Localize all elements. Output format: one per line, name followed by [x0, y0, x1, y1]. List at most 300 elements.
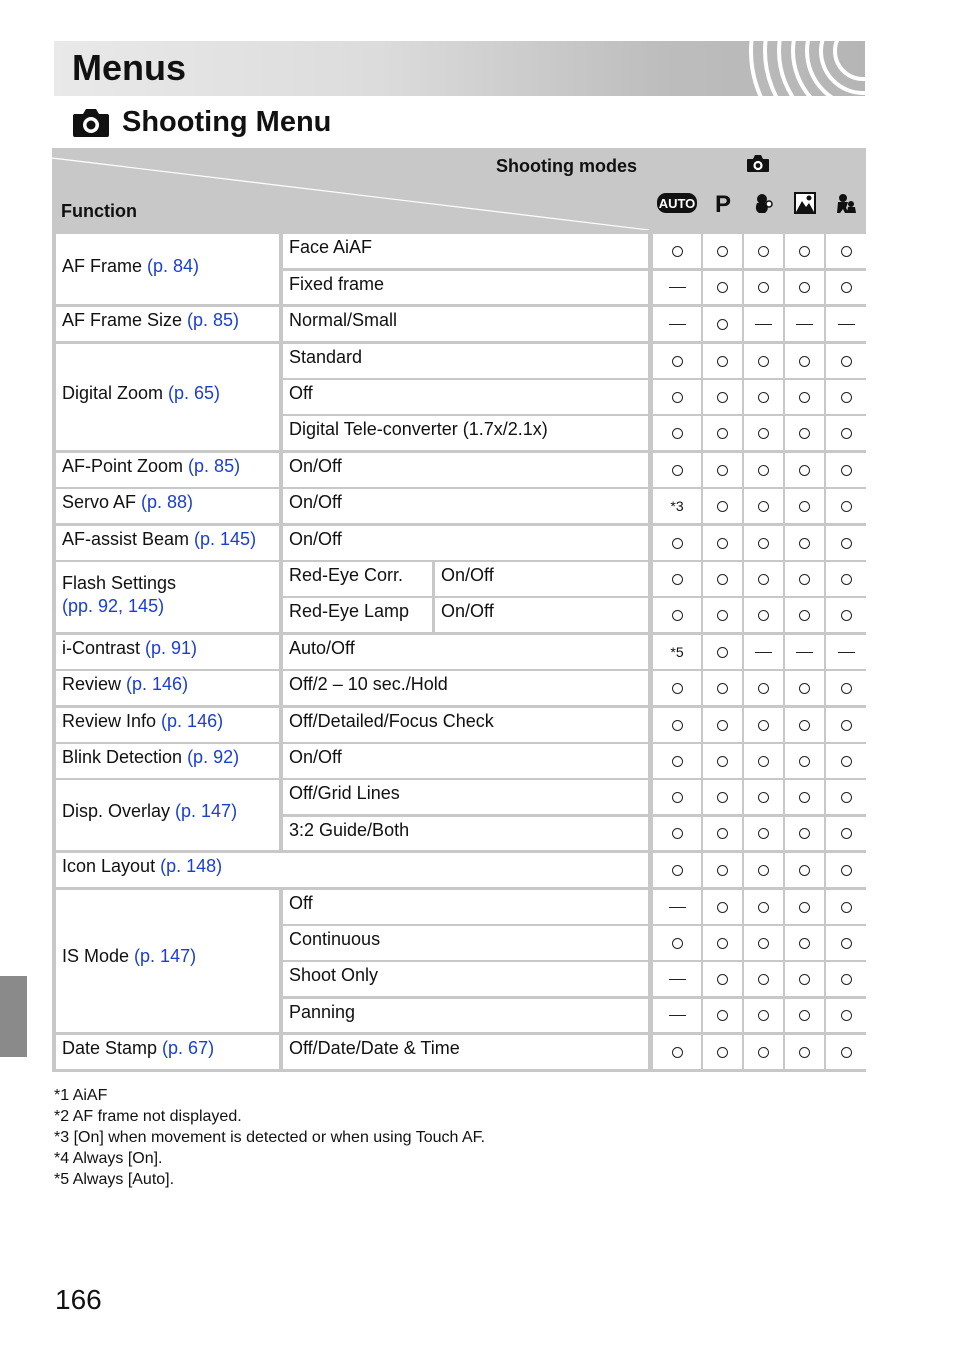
footnote-2: *2 AF frame not displayed. — [54, 1108, 242, 1125]
program-mode-icon — [703, 185, 742, 221]
option-off: Off — [283, 380, 648, 414]
shooting-menu-table — [52, 148, 866, 1072]
available-circle-icon — [841, 902, 852, 913]
mode-cell-program-mode — [703, 1035, 742, 1069]
mode-cell-landscape-mode — [785, 890, 824, 924]
available-circle-icon — [841, 465, 852, 476]
available-circle-icon — [799, 1047, 810, 1058]
not-available-dash-icon — [669, 979, 686, 980]
option-shoot-only: Shoot Only — [283, 962, 648, 996]
function-servo-af: Servo AF (p. 88) — [56, 489, 279, 523]
mode-cell-program-mode — [703, 271, 742, 304]
mode-cell-portrait-mode — [744, 708, 783, 742]
available-circle-icon — [841, 538, 852, 549]
mode-cell-program-mode — [703, 526, 742, 560]
function-af-assist-beam: AF-assist Beam (p. 145) — [56, 526, 279, 560]
mode-cell-kids-pets-mode — [826, 780, 866, 814]
available-circle-icon — [717, 574, 728, 585]
available-circle-icon — [758, 974, 769, 985]
mode-cell-kids-pets-mode — [826, 890, 866, 924]
available-circle-icon — [841, 574, 852, 585]
available-circle-icon — [799, 792, 810, 803]
available-circle-icon — [717, 428, 728, 439]
available-circle-icon — [841, 720, 852, 731]
page-ref-link[interactable]: (p. 91) — [145, 638, 198, 658]
header-function: Function — [61, 201, 137, 221]
available-circle-icon — [672, 828, 683, 839]
not-available-dash-icon — [669, 1015, 686, 1016]
available-circle-icon — [841, 1010, 852, 1021]
mode-cell-auto-mode — [653, 817, 701, 850]
option-continuous: Continuous — [283, 926, 648, 960]
available-circle-icon — [672, 683, 683, 694]
available-circle-icon — [799, 1010, 810, 1021]
available-circle-icon — [672, 1047, 683, 1058]
available-circle-icon — [799, 501, 810, 512]
mode-cell-portrait-mode — [744, 234, 783, 268]
available-circle-icon — [672, 392, 683, 403]
mode-cell-kids-pets-mode — [826, 453, 866, 487]
page-ref-link[interactable]: (p. 146) — [161, 711, 224, 731]
mode-cell-auto-mode — [653, 1035, 701, 1069]
not-available-dash-icon — [755, 324, 772, 325]
not-available-dash-icon — [796, 652, 813, 653]
available-circle-icon — [799, 683, 810, 694]
mode-cell-portrait-mode — [744, 962, 783, 996]
mode-cell-kids-pets-mode — [826, 926, 866, 960]
function-blink-detection: Blink Detection (p. 92) — [56, 744, 279, 778]
available-circle-icon — [717, 501, 728, 512]
available-circle-icon — [799, 465, 810, 476]
option-grid-lines: Off/Grid Lines — [283, 780, 648, 814]
available-circle-icon — [799, 428, 810, 439]
mode-cell-portrait-mode — [744, 1035, 783, 1069]
not-available-dash-icon — [669, 287, 686, 288]
available-circle-icon — [758, 538, 769, 549]
available-circle-icon — [672, 465, 683, 476]
mode-cell-landscape-mode — [785, 453, 824, 487]
function-date-stamp: Date Stamp (p. 67) — [56, 1035, 279, 1069]
available-circle-icon — [799, 392, 810, 403]
mode-cell-program-mode — [703, 453, 742, 487]
mode-cell-landscape-mode — [785, 708, 824, 742]
page-ref-link[interactable]: (p. 92) — [187, 747, 240, 767]
available-circle-icon — [799, 828, 810, 839]
available-circle-icon — [717, 974, 728, 985]
function-af-frame-size: AF Frame Size (p. 85) — [56, 307, 279, 341]
mode-cell-landscape-mode — [785, 234, 824, 268]
mode-cell-kids-pets-mode — [826, 635, 866, 669]
available-circle-icon — [758, 246, 769, 257]
available-circle-icon — [672, 610, 683, 621]
mode-cell-landscape-mode — [785, 671, 824, 705]
page-ref-link[interactable]: (p. 85) — [188, 456, 241, 476]
available-circle-icon — [717, 356, 728, 367]
page-ref-link[interactable]: (p. 146) — [126, 674, 189, 694]
available-circle-icon — [758, 465, 769, 476]
mode-cell-auto-mode — [653, 890, 701, 924]
available-circle-icon — [758, 902, 769, 913]
available-circle-icon — [841, 282, 852, 293]
mode-cell-kids-pets-mode — [826, 526, 866, 560]
mode-cell-landscape-mode — [785, 344, 824, 378]
mode-cell-auto-mode — [653, 562, 701, 596]
available-circle-icon — [799, 974, 810, 985]
available-circle-icon — [672, 574, 683, 585]
available-circle-icon — [717, 828, 728, 839]
mode-cell-auto-mode — [653, 489, 701, 523]
section-heading — [72, 102, 331, 142]
function-af-frame: AF Frame (p. 84) — [56, 234, 279, 304]
option-date-stamp: Off/Date/Date & Time — [283, 1035, 648, 1069]
mode-cell-kids-pets-mode — [826, 817, 866, 850]
available-circle-icon — [717, 756, 728, 767]
option-on-off: On/Off — [283, 526, 648, 560]
kids-pets-mode-icon — [826, 185, 866, 221]
available-circle-icon — [758, 683, 769, 694]
not-available-dash-icon — [755, 652, 772, 653]
available-circle-icon — [672, 538, 683, 549]
mode-cell-program-mode — [703, 307, 742, 341]
available-circle-icon — [758, 574, 769, 585]
option-auto-off: Auto/Off — [283, 635, 648, 669]
mode-cell-kids-pets-mode — [826, 853, 866, 887]
mode-cell-portrait-mode — [744, 890, 783, 924]
mode-cell-kids-pets-mode — [826, 307, 866, 341]
mode-cell-program-mode — [703, 780, 742, 814]
available-circle-icon — [758, 865, 769, 876]
function-af-point-zoom: AF-Point Zoom (p. 85) — [56, 453, 279, 487]
mode-cell-auto-mode — [653, 271, 701, 304]
option-standard: Standard — [283, 344, 648, 378]
mode-cell-portrait-mode — [744, 780, 783, 814]
page-ref-link[interactable]: (p. 85) — [187, 310, 240, 330]
available-circle-icon — [672, 792, 683, 803]
chapter-tab — [0, 976, 27, 1057]
flash-settings-label: Flash Settings — [62, 573, 177, 593]
footnote-3: *3 [On] when movement is detected or when using Touch AF. — [54, 1129, 486, 1146]
mode-cell-kids-pets-mode — [826, 1035, 866, 1069]
mode-cell-auto-mode — [653, 853, 701, 887]
footnote-mark: *3 — [670, 498, 684, 514]
mode-cell-program-mode — [703, 999, 742, 1032]
decorative-arcs — [745, 41, 865, 96]
mode-cell-portrait-mode — [744, 999, 783, 1032]
available-circle-icon — [717, 392, 728, 403]
not-available-dash-icon — [669, 324, 686, 325]
footnote-1: *1 AiAF — [54, 1087, 108, 1104]
available-circle-icon — [717, 1047, 728, 1058]
portrait-mode-icon — [744, 185, 783, 221]
available-circle-icon — [717, 610, 728, 621]
option-on-off: On/Off — [283, 489, 648, 523]
mode-cell-auto-mode — [653, 999, 701, 1032]
available-circle-icon — [672, 756, 683, 767]
mode-cell-program-mode — [703, 708, 742, 742]
available-circle-icon — [841, 865, 852, 876]
header-shooting-modes: Shooting modes — [496, 156, 637, 176]
available-circle-icon — [799, 538, 810, 549]
mode-cell-program-mode — [703, 962, 742, 996]
mode-cell-landscape-mode — [785, 853, 824, 887]
function-review: Review (p. 146) — [56, 671, 279, 705]
mode-cell-portrait-mode — [744, 416, 783, 450]
page-ref-link[interactable]: (p. 88) — [141, 492, 194, 512]
available-circle-icon — [799, 246, 810, 257]
option-on-off: On/Off — [283, 453, 648, 487]
page-ref-link[interactable]: (pp. 92, 145) — [62, 596, 165, 616]
not-available-dash-icon — [669, 907, 686, 908]
available-circle-icon — [758, 392, 769, 403]
mode-cell-kids-pets-mode — [826, 671, 866, 705]
mode-cell-kids-pets-mode — [826, 416, 866, 450]
option-red-eye-corr: Red-Eye Corr. — [283, 562, 432, 596]
function-review-info: Review Info (p. 146) — [56, 708, 279, 742]
available-circle-icon — [672, 428, 683, 439]
title-banner — [54, 41, 865, 96]
mode-cell-kids-pets-mode — [826, 234, 866, 268]
mode-cell-auto-mode — [653, 453, 701, 487]
available-circle-icon — [672, 720, 683, 731]
option-face-aiaf: Face AiAF — [283, 234, 648, 268]
available-circle-icon — [717, 938, 728, 949]
page-ref-link[interactable]: (p. 147) — [175, 801, 238, 821]
not-available-dash-icon — [838, 324, 855, 325]
option-fixed-frame: Fixed frame — [283, 271, 648, 304]
function-i-contrast: i-Contrast (p. 91) — [56, 635, 279, 669]
mode-cell-program-mode — [703, 817, 742, 850]
mode-cell-landscape-mode — [785, 380, 824, 414]
mode-cell-program-mode — [703, 416, 742, 450]
available-circle-icon — [717, 902, 728, 913]
mode-cell-landscape-mode — [785, 1035, 824, 1069]
mode-cell-program-mode — [703, 562, 742, 596]
page-ref-link[interactable]: (p. 67) — [162, 1038, 215, 1058]
mode-cell-auto-mode — [653, 635, 701, 669]
available-circle-icon — [841, 938, 852, 949]
mode-cell-landscape-mode — [785, 271, 824, 304]
mode-cell-portrait-mode — [744, 453, 783, 487]
available-circle-icon — [758, 282, 769, 293]
mode-cell-portrait-mode — [744, 489, 783, 523]
available-circle-icon — [799, 720, 810, 731]
mode-cell-portrait-mode — [744, 562, 783, 596]
mode-cell-landscape-mode — [785, 598, 824, 632]
available-circle-icon — [841, 1047, 852, 1058]
footnote-4: *4 Always [On]. — [54, 1150, 163, 1167]
mode-cell-kids-pets-mode — [826, 271, 866, 304]
available-circle-icon — [717, 465, 728, 476]
option-panning: Panning — [283, 999, 648, 1032]
available-circle-icon — [758, 1047, 769, 1058]
not-available-dash-icon — [796, 324, 813, 325]
page-ref-link[interactable]: (p. 147) — [134, 946, 197, 966]
mode-cell-program-mode — [703, 890, 742, 924]
available-circle-icon — [717, 865, 728, 876]
available-circle-icon — [717, 1010, 728, 1021]
available-circle-icon — [758, 792, 769, 803]
mode-cell-kids-pets-mode — [826, 999, 866, 1032]
mode-cell-portrait-mode — [744, 671, 783, 705]
option-normal-small: Normal/Small — [283, 307, 648, 341]
option-on-off: On/Off — [283, 744, 648, 778]
mode-cell-portrait-mode — [744, 344, 783, 378]
mode-cell-kids-pets-mode — [826, 962, 866, 996]
available-circle-icon — [672, 246, 683, 257]
option-red-eye-lamp: Red-Eye Lamp — [283, 598, 432, 632]
mode-cell-auto-mode — [653, 598, 701, 632]
available-circle-icon — [758, 610, 769, 621]
mode-cell-landscape-mode — [785, 635, 824, 669]
option-review-times: Off/2 – 10 sec./Hold — [283, 671, 648, 705]
mode-cell-portrait-mode — [744, 380, 783, 414]
footnote-mark: *5 — [670, 644, 684, 660]
available-circle-icon — [799, 865, 810, 876]
available-circle-icon — [841, 792, 852, 803]
mode-cell-landscape-mode — [785, 817, 824, 850]
available-circle-icon — [717, 720, 728, 731]
mode-cell-landscape-mode — [785, 562, 824, 596]
option-off: Off — [283, 890, 648, 924]
mode-cell-auto-mode — [653, 926, 701, 960]
mode-cell-kids-pets-mode — [826, 380, 866, 414]
camera-icon — [746, 154, 770, 173]
function-digital-zoom: Digital Zoom (p. 65) — [56, 344, 279, 450]
mode-cell-kids-pets-mode — [826, 489, 866, 523]
mode-cell-portrait-mode — [744, 598, 783, 632]
available-circle-icon — [758, 428, 769, 439]
available-circle-icon — [841, 683, 852, 694]
available-circle-icon — [672, 356, 683, 367]
mode-cell-program-mode — [703, 489, 742, 523]
available-circle-icon — [841, 392, 852, 403]
page-ref-link[interactable]: (p. 148) — [160, 856, 223, 876]
mode-cell-program-mode — [703, 853, 742, 887]
mode-cell-landscape-mode — [785, 489, 824, 523]
mode-cell-portrait-mode — [744, 817, 783, 850]
available-circle-icon — [717, 538, 728, 549]
camera-icon — [72, 106, 110, 138]
function-is-mode: IS Mode (p. 147) — [56, 890, 279, 1032]
option-red-eye-lamp-value: On/Off — [435, 598, 648, 632]
page-number: 166 — [55, 1284, 102, 1315]
available-circle-icon — [672, 865, 683, 876]
available-circle-icon — [841, 828, 852, 839]
available-circle-icon — [758, 756, 769, 767]
available-circle-icon — [841, 501, 852, 512]
mode-cell-auto-mode — [653, 526, 701, 560]
section-title: Shooting Menu — [122, 105, 332, 138]
available-circle-icon — [758, 356, 769, 367]
option-red-eye-corr-value: On/Off — [435, 562, 648, 596]
mode-cell-auto-mode — [653, 744, 701, 778]
mode-cell-program-mode — [703, 344, 742, 378]
mode-cell-program-mode — [703, 598, 742, 632]
mode-cell-auto-mode — [653, 416, 701, 450]
mode-cell-auto-mode — [653, 344, 701, 378]
available-circle-icon — [758, 501, 769, 512]
function-flash-settings — [56, 562, 279, 632]
mode-cell-kids-pets-mode — [826, 344, 866, 378]
mode-cell-landscape-mode — [785, 780, 824, 814]
available-circle-icon — [799, 756, 810, 767]
available-circle-icon — [841, 974, 852, 985]
mode-cell-landscape-mode — [785, 307, 824, 341]
option-tele-converter: Digital Tele-converter (1.7x/2.1x) — [283, 416, 648, 450]
mode-cell-auto-mode — [653, 234, 701, 268]
option-review-info: Off/Detailed/Focus Check — [283, 708, 648, 742]
svg-text:P: P — [714, 191, 731, 215]
function-disp-overlay: Disp. Overlay (p. 147) — [56, 780, 279, 850]
function-icon-layout: Icon Layout (p. 148) — [56, 853, 648, 887]
page-ref-link[interactable]: (p. 84) — [147, 256, 200, 276]
available-circle-icon — [799, 356, 810, 367]
not-available-dash-icon — [838, 652, 855, 653]
mode-cell-program-mode — [703, 635, 742, 669]
mode-cell-program-mode — [703, 926, 742, 960]
available-circle-icon — [717, 792, 728, 803]
available-circle-icon — [799, 938, 810, 949]
available-circle-icon — [717, 282, 728, 293]
mode-cell-auto-mode — [653, 307, 701, 341]
mode-cell-auto-mode — [653, 671, 701, 705]
mode-cell-portrait-mode — [744, 635, 783, 669]
mode-cell-auto-mode — [653, 780, 701, 814]
available-circle-icon — [799, 902, 810, 913]
mode-cell-landscape-mode — [785, 999, 824, 1032]
available-circle-icon — [841, 356, 852, 367]
mode-cell-landscape-mode — [785, 926, 824, 960]
footnote-5: *5 Always [Auto]. — [54, 1171, 175, 1188]
mode-cell-program-mode — [703, 671, 742, 705]
page-ref-link[interactable]: (p. 145) — [194, 529, 257, 549]
available-circle-icon — [717, 647, 728, 658]
available-circle-icon — [841, 246, 852, 257]
mode-cell-landscape-mode — [785, 744, 824, 778]
landscape-mode-icon — [785, 185, 824, 221]
available-circle-icon — [841, 428, 852, 439]
available-circle-icon — [799, 282, 810, 293]
page-title: Menus — [72, 47, 187, 88]
available-circle-icon — [672, 938, 683, 949]
mode-cell-auto-mode — [653, 962, 701, 996]
available-circle-icon — [758, 720, 769, 731]
mode-cell-kids-pets-mode — [826, 562, 866, 596]
mode-cell-portrait-mode — [744, 853, 783, 887]
available-circle-icon — [799, 574, 810, 585]
footnotes — [54, 1085, 485, 1190]
available-circle-icon — [841, 756, 852, 767]
page-ref-link[interactable]: (p. 65) — [168, 383, 221, 403]
available-circle-icon — [841, 610, 852, 621]
option-guide-both: 3:2 Guide/Both — [283, 817, 648, 850]
mode-cell-program-mode — [703, 744, 742, 778]
mode-cell-landscape-mode — [785, 416, 824, 450]
mode-cell-auto-mode — [653, 380, 701, 414]
mode-cell-portrait-mode — [744, 744, 783, 778]
mode-cell-program-mode — [703, 234, 742, 268]
auto-mode-icon — [653, 185, 701, 221]
mode-cell-kids-pets-mode — [826, 744, 866, 778]
available-circle-icon — [758, 938, 769, 949]
mode-cell-landscape-mode — [785, 526, 824, 560]
available-circle-icon — [717, 246, 728, 257]
available-circle-icon — [717, 319, 728, 330]
available-circle-icon — [799, 610, 810, 621]
mode-cell-program-mode — [703, 380, 742, 414]
mode-cell-portrait-mode — [744, 926, 783, 960]
svg-text:AUTO: AUTO — [658, 196, 696, 211]
